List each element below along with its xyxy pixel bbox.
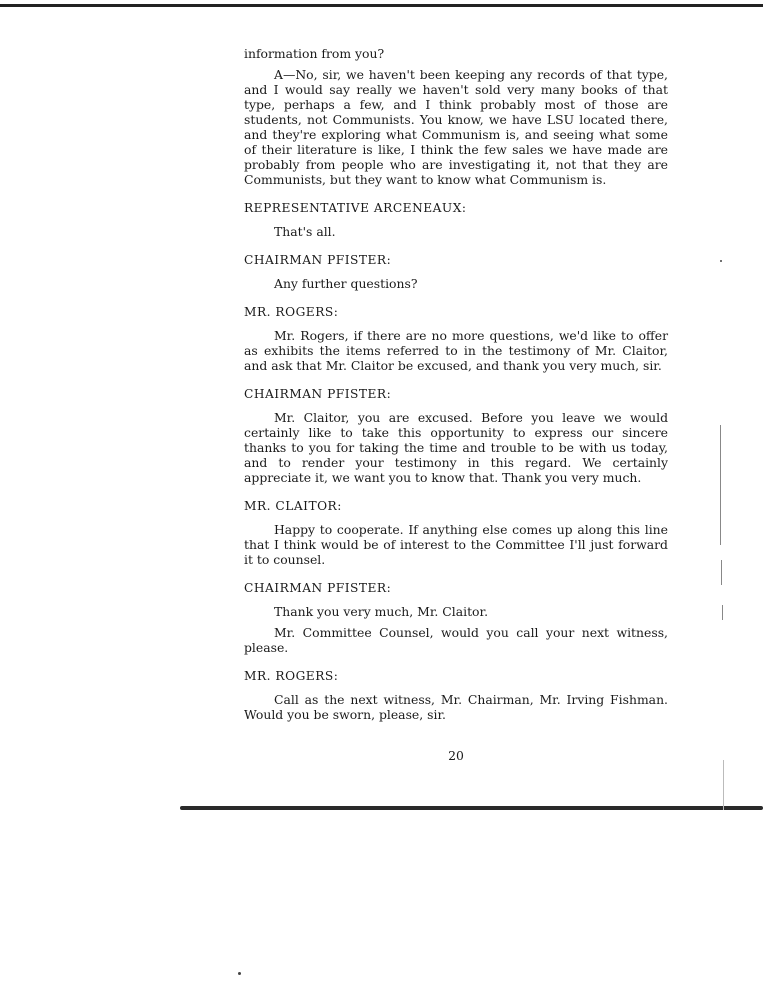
speaker-label: CHAIRMAN PFISTER:	[244, 253, 392, 267]
block-7	[244, 669, 668, 722]
speaker-label: REPRESENTATIVE ARCENEAUX:	[244, 201, 467, 215]
block-3	[244, 305, 668, 373]
margin-mark	[722, 605, 723, 620]
speech-line: Thank you very much, Mr. Claitor.	[274, 604, 489, 619]
block-2	[244, 253, 668, 291]
scan-speck	[720, 260, 722, 262]
speaker-label: MR. ROGERS:	[244, 305, 339, 319]
top-rule	[0, 4, 763, 7]
margin-mark	[720, 425, 721, 545]
answer-paragraph: A—No, sir, we haven't been keeping any records of that type, and I would say really we haven't sold very many books of that type, perhaps a few, and I think probably most of those are students, not Communists. You know, we have LSU located there, and they're exploring what Communism is, and seeing what some of their literature is like, I think the few sales we have made are probably from people who are investigating it, not that they are Communists, but they want to know what Communism is.	[244, 67, 668, 187]
speech-paragraph: Happy to cooperate. If anything else comes up along this line that I think would be of interest to the Committee I'll just forward it to counsel.	[244, 522, 668, 567]
block-1	[244, 201, 668, 239]
block-4	[244, 387, 668, 485]
continuation-line: information from you?	[244, 46, 385, 61]
margin-mark	[723, 760, 724, 810]
speech-paragraph: Mr. Claitor, you are excused. Before you leave we would certainly like to take this opportunity to express our sincere thanks to you for taking the time and trouble to be with us today, and to render your testimony in this regard. We certainly appreciate it, we want you to know that. Thank you very much.	[244, 410, 668, 485]
speech-line: That's all.	[274, 224, 336, 239]
scan-speck	[238, 972, 241, 975]
bottom-rule	[180, 806, 763, 810]
speaker-label: CHAIRMAN PFISTER:	[244, 581, 392, 595]
block-6	[244, 581, 668, 655]
margin-mark	[721, 560, 722, 585]
speech-line: Any further questions?	[274, 276, 418, 291]
speaker-label: MR. ROGERS:	[244, 669, 339, 683]
speech-paragraph: Mr. Committee Counsel, would you call your next witness, please.	[244, 625, 668, 655]
block-5	[244, 499, 668, 567]
speech-paragraph: Mr. Rogers, if there are no more questions, we'd like to offer as exhibits the items referred to in the testimony of Mr. Claitor, and ask that Mr. Claitor be excused, and thank you very much, sir.	[244, 328, 668, 373]
page-number: 20	[448, 748, 464, 763]
speech-paragraph: Call as the next witness, Mr. Chairman, Mr. Irving Fishman. Would you be sworn, please, sir.	[244, 692, 668, 722]
speaker-label: MR. CLAITOR:	[244, 499, 342, 513]
speaker-label: CHAIRMAN PFISTER:	[244, 387, 392, 401]
transcript-page	[244, 46, 668, 763]
